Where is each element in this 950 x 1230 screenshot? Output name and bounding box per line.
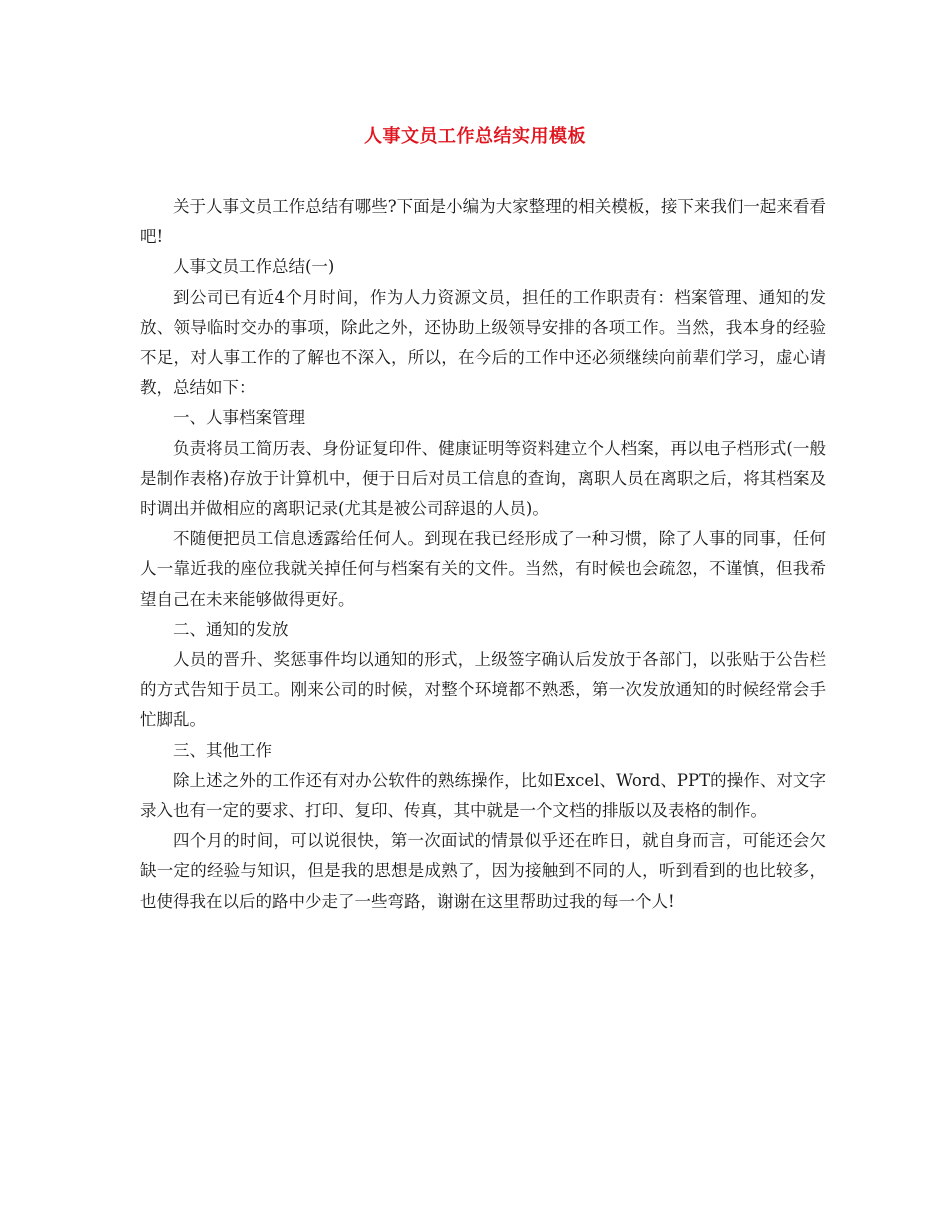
intro-paragraph: 关于人事文员工作总结有哪些?下面是小编为大家整理的相关模板，接下来我们一起来看看吧! <box>140 197 826 247</box>
closing-paragraph: 四个月的时间，可以说很快，第一次面试的情景似乎还在昨日，就自身而言，可能还会欠缺一定的经验与知识，但是我的思想是成熟了，因为接触到不同的人，听到看到的也比较多，也使得我在以后的路中少走了一些弯路，谢谢在这里帮助过我的每一个人! <box>140 831 826 911</box>
section-heading-summary-1: 人事文员工作总结(一) <box>173 257 335 277</box>
document-body <box>140 192 826 917</box>
body-paragraph: 不随便把员工信息透露给任何人。到现在我已经形成了一种习惯，除了人事的同事，任何人一靠近我的座位我就关掉任何与档案有关的文件。当然，有时候也会疏忽，不谨慎，但我希望自己在未来能够做得更好。 <box>140 529 826 609</box>
section-heading-notice-distribution: 二、通知的发放 <box>173 619 289 639</box>
body-paragraph: 人员的晋升、奖惩事件均以通知的形式，上级签字确认后发放于各部门，以张贴于公告栏的方式告知于员工。刚来公司的时候，对整个环境都不熟悉，第一次发放通知的时候经常会手忙脚乱。 <box>140 650 826 730</box>
body-paragraph: 到公司已有近4个月时间，作为人力资源文员，担任的工作职责有：档案管理、通知的发放、领导临时交办的事项，除此之外，还协助上级领导安排的各项工作。当然，我本身的经验不足，对人事工作的了解也不深入，所以，在今后的工作中还必须继续向前辈们学习，虚心请教，总结如下： <box>140 287 826 398</box>
section-heading-other-work: 三、其他工作 <box>173 740 272 760</box>
body-paragraph: 负责将员工简历表、身份证复印件、健康证明等资料建立个人档案，再以电子档形式(一般是制作表格)存放于计算机中，便于日后对员工信息的查询，离职人员在离职之后，将其档案及时调出并做相应的离职记录(尤其是被公司辞退的人员)。 <box>140 438 826 519</box>
section-heading-archive-management: 一、人事档案管理 <box>173 408 305 428</box>
body-paragraph: 除上述之外的工作还有对办公软件的熟练操作，比如Excel、Word、PPT的操作、对文字录入也有一定的要求、打印、复印、传真，其中就是一个文档的排版以及表格的制作。 <box>140 770 826 821</box>
document-title: 人事文员工作总结实用模板 <box>364 126 586 147</box>
